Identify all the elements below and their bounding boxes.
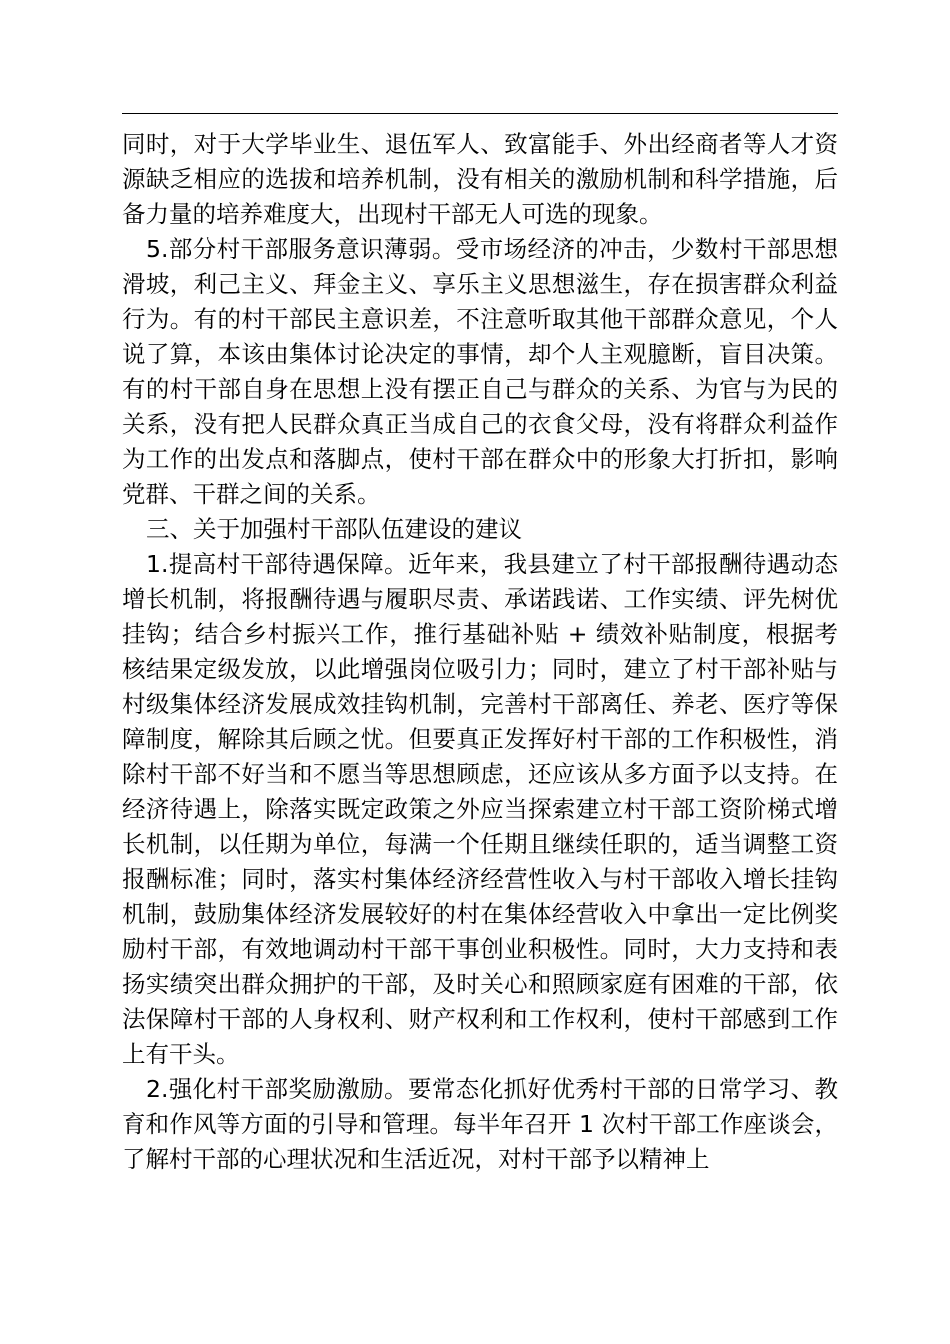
- section-heading-recommendations: 三、关于加强村干部队伍建设的建议: [146, 515, 522, 543]
- paragraph-strengthen-incentives: 2.强化村干部奖励激励。要常态化抓好优秀村干部的日常学习、教育和作风等方面的引导和管理。每半年召开 1 次村干部工作座谈会，了解村干部的心理状况和生活近况，对村干部予以精神上: [122, 1075, 838, 1173]
- paragraph-improve-benefits: 1.提高村干部待遇保障。近年来，我县建立了村干部报酬待遇动态增长机制，将报酬待遇与履职尽责、承诺践诺、工作实绩、评先树优挂钩；结合乡村振兴工作，推行基础补贴 + 绩效补贴制度，根据考核结果定级发放，以此增强岗位吸引力；同时，建立了村干部补贴与村级集体经济发展成效挂钩机制，完善村干部离任、养老、医疗等保障制度，解除其后顾之忧。但要真正发挥好村干部的工作积极性，消除村干部不好当和不愿当等思想顾虑，还应该从多方面予以支持。在经济待遇上，除落实既定政策之外应当探索建立村干部工资阶梯式增长机制，以任期为单位，每满一个任期且继续任职的，适当调整工资报酬标准；同时，落实村集体经济经营性收入与村干部收入增长挂钩机制，鼓励集体经济发展较好的村在集体经营收入中拿出一定比例奖励村干部，有效地调动村干部干事创业积极性。同时，大力支持和表扬实绩突出群众拥护的干部，及时关心和照顾家庭有困难的干部，依法保障村干部的人身权利、财产权利和工作权利，使村干部感到工作上有干头。: [122, 550, 838, 1068]
- header-rule: [122, 113, 838, 114]
- paragraph-service-awareness: 5.部分村干部服务意识薄弱。受市场经济的冲击，少数村干部思想滑坡，利己主义、拜金主义、享乐主义思想滋生，存在损害群众利益行为。有的村干部民主意识差，不注意听取其他干部群众意见，个人说了算，本该由集体讨论决定的事情，却个人主观臆断，盲目决策。有的村干部自身在思想上没有摆正自己与群众的关系、为官与为民的关系，没有把人民群众真正当成自己的衣食父母，没有将群众利益作为工作的出发点和落脚点，使村干部在群众中的形象大打折扣，影响党群、干群之间的关系。: [122, 235, 838, 508]
- document-body: [122, 127, 838, 1177]
- paragraph-talent-shortage: 同时，对于大学毕业生、退伍军人、致富能手、外出经商者等人才资源缺乏相应的选拔和培养机制，没有相关的激励机制和科学措施，后备力量的培养难度大，出现村干部无人可选的现象。: [122, 130, 838, 228]
